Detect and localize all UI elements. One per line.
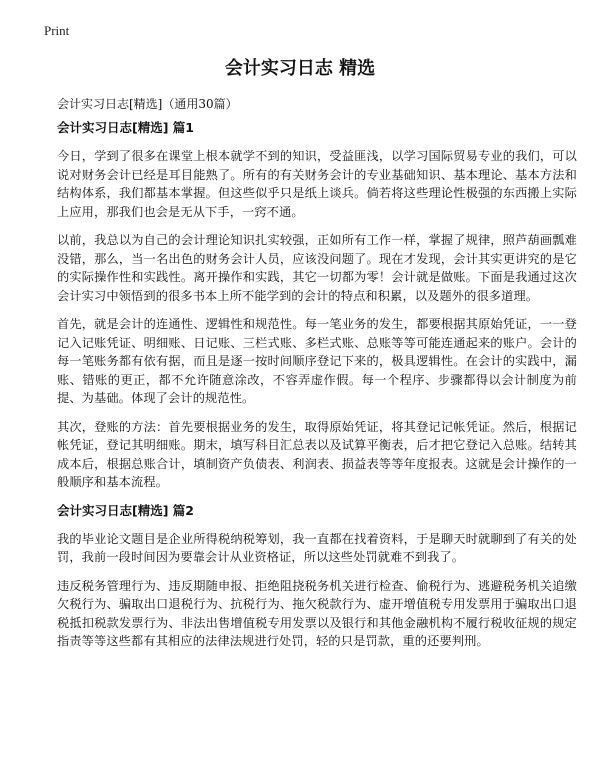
paragraph: 首先，就是会计的连通性、逻辑性和规范性。每一笔业务的发生，都要根据其原始凭证，一一登记入记账凭证、明细账、日记账、三栏式账、多栏式账、总账等等可能连通起来的账户。会计的每一笔账务都有依有据，而且是逐一按时间顺序登记下来的，极具逻辑性。在会计的实践中，漏账、错账的更正，都不允许随意涂改，不容弄虚作假。每一个程序、步骤都得以会计制度为前提、为基础。体现了会计的规范性。	[57, 317, 577, 405]
document-body	[57, 95, 577, 661]
print-label[interactable]: Print	[44, 23, 70, 38]
paragraph: 今日，学到了很多在课堂上根本就学不到的知识，受益匪浅，以学习国际贸易专业的我们，可以说对财务会计已经是耳目能熟了。所有的有关财务会计的专业基础知识、基本理论、基本方法和结构体系，我们都基本掌握。但这些似乎只是纸上谈兵。倘若将这些理论性极强的东西搬上实际上应用，那我们也会是无从下手，一窍不通。	[57, 149, 577, 219]
paragraph: 我的毕业论文题目是企业所得税纳税筹划，我一直都在找着资料，于是聊天时就聊到了有关的处罚，我前一段时间因为要靠会计从业资格证，所以这些处罚就难不到我了。	[57, 531, 577, 564]
paragraph: 以前，我总以为自己的会计理论知识扎实较强，正如所有工作一样，掌握了规律，照芦葫画瓢难没错，那么，当一名出色的财务会计人员，应该没问题了。现在才发现，会计其实更讲究的是它的实际操作性和实践性。离开操作和实践，其它一切都为零！会计就是做账。下面是我通过这次会计实习中领悟到的很多书本上所不能学到的会计的特点和积累，以及题外的很多道理。	[57, 233, 577, 303]
section-heading-2: 会计实习日志[精选] 篇2	[57, 502, 194, 518]
paragraph: 其次，登账的方法：首先要根据业务的发生，取得原始凭证，将其登记记帐凭证。然后，根据记帐凭证，登记其明细账。期末，填写科目汇总表以及试算平衡表，后才把它登记入总账。结转其成本后，根据总账合计，填制资产负债表、利润表、损益表等等年度报表。这就是会计操作的一般顺序和基本流程。	[57, 419, 577, 489]
section-heading-1: 会计实习日志[精选] 篇1	[57, 120, 194, 135]
document-subtitle: 会计实习日志[精选]（通用30篇）	[57, 97, 238, 111]
paragraph: 违反税务管理行为、违反期随申报、拒绝阻挠税务机关进行检查、偷税行为、逃避税务机关追缴欠税行为、骗取出口退税行为、抗税行为、拖欠税款行为、虚开增值税专用发票用于骗取出口退税抵扣税款发票行为、非法出售增值税专用发票以及银行和其他金融机构不履行税收征规的规定指责等等这些都有其相应的法律法规进行处罚，轻的只是罚款，重的还要判刑。	[57, 578, 577, 648]
page-title: 会计实习日志 精选	[224, 58, 376, 79]
